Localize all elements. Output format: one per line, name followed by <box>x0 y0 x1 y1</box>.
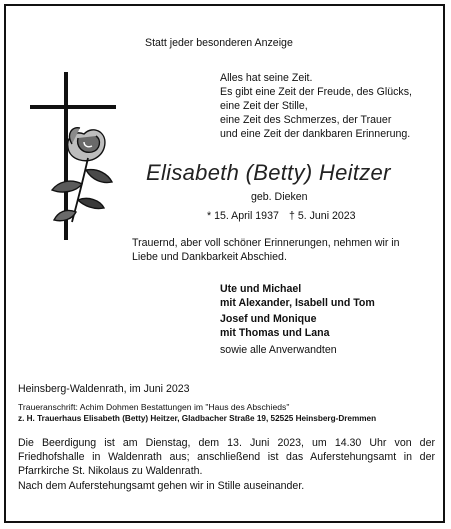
poem-line: Es gibt eine Zeit der Freude, des Glücks, <box>220 86 412 98</box>
place-date: Heinsberg-Waldenrath, im Juni 2023 <box>18 383 190 395</box>
death-date: † 5. Juni 2023 <box>289 210 356 222</box>
mourner-line: Ute und Michael <box>220 283 302 295</box>
cross-and-rose <box>28 72 120 242</box>
deceased-name: Elisabeth (Betty) Heitzer <box>146 160 391 185</box>
header-note: Statt jeder besonderen Anzeige <box>145 37 293 49</box>
intro-line: Liebe und Dankbarkeit Abschied. <box>132 251 287 263</box>
poem-line: eine Zeit des Schmerzes, der Trauer <box>220 114 392 126</box>
poem-line: Alles hat seine Zeit. <box>220 72 313 84</box>
funeral-line: Nach dem Auferstehungsamt gehen wir in Stille auseinander. <box>18 480 305 492</box>
address-line: z. H. Trauerhaus Elisabeth (Betty) Heitzer, Gladbacher Straße 19, 52525 Heinsberg-Dremmen <box>18 414 377 423</box>
birth-date: * 15. April 1937 <box>207 210 279 222</box>
funeral-line: Friedhofshalle in Waldenrath aus; anschließend ist das Auferstehungsamt in der <box>18 451 435 463</box>
mourner-line: mit Alexander, Isabell und Tom <box>220 297 375 309</box>
mourner-line: Josef und Monique <box>220 313 317 325</box>
funeral-line: Pfarrkirche St. Nikolaus zu Waldenrath. <box>18 465 203 477</box>
poem-line: und eine Zeit der dankbaren Erinnerung. <box>220 128 411 140</box>
mourner-line: mit Thomas und Lana <box>220 327 330 339</box>
address-line: Traueranschrift: Achim Dohmen Bestattungen im "Haus des Abschieds" <box>18 402 290 412</box>
intro-line: Trauernd, aber voll schöner Erinnerungen, nehmen wir in <box>132 237 400 249</box>
birth-name: geb. Dieken <box>251 191 308 203</box>
funeral-line: Die Beerdigung ist am Dienstag, dem 13. Juni 2023, um 14.30 Uhr von der <box>18 437 435 449</box>
relatives-line: sowie alle Anverwandten <box>220 344 337 356</box>
rose-icon <box>52 128 112 222</box>
poem-line: eine Zeit der Stille, <box>220 100 308 112</box>
